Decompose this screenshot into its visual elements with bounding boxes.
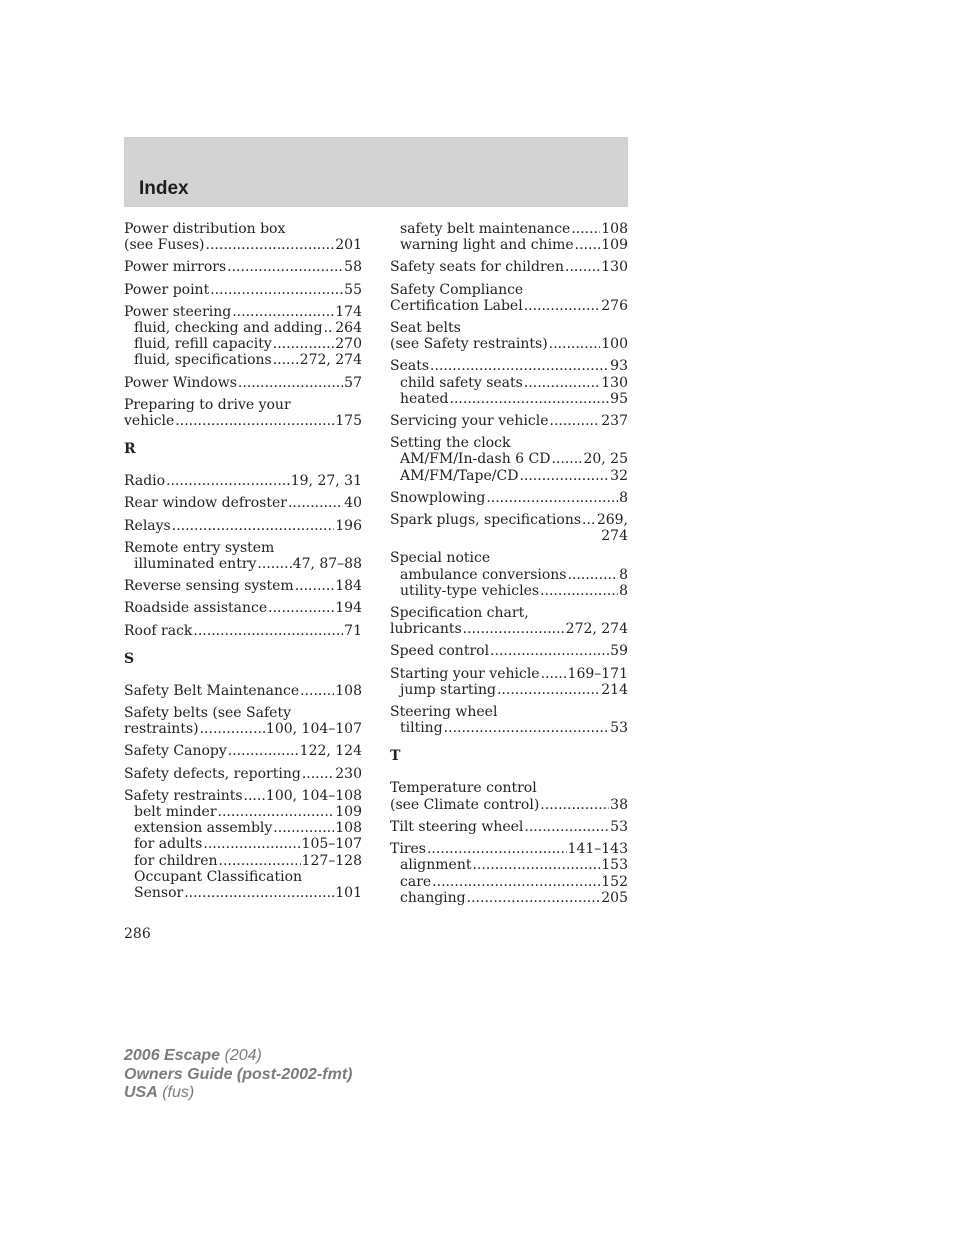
dot-leader (228, 743, 299, 759)
index-line (390, 435, 628, 451)
dot-leader (582, 512, 596, 528)
page-ref: 100 (601, 336, 628, 353)
entry-term: AM/FM/In-dash 6 CD (400, 451, 551, 468)
page-ref: 32 (610, 467, 628, 484)
entry-term: (see Climate control) (390, 796, 540, 813)
page-ref: 237 (601, 413, 628, 430)
page-ref: 93 (610, 358, 628, 375)
index-line (124, 375, 362, 391)
index-line (124, 540, 362, 556)
section-letter: T (390, 748, 401, 765)
dot-leader (524, 819, 609, 835)
entry-term: jump starting (400, 681, 496, 698)
page-ref: 272, 274 (299, 352, 362, 369)
index-entry (390, 435, 628, 484)
page-ref: 53 (610, 720, 628, 737)
index-line (390, 413, 628, 429)
entry-term: Safety restraints (124, 787, 243, 804)
dot-leader (268, 600, 334, 616)
index-entry (390, 819, 628, 835)
page-ref: 274 (601, 528, 628, 545)
entry-term: Tires (390, 841, 426, 858)
entry-term: lubricants (390, 621, 462, 638)
entry-term: fluid, refill capacity (134, 336, 272, 353)
index-entry (124, 683, 362, 699)
footer-model-code: (204) (220, 1047, 262, 1064)
index-column-right (390, 221, 628, 912)
dot-leader (549, 336, 601, 352)
index-line (124, 600, 362, 616)
index-entry (124, 221, 362, 253)
page-ref: 214 (601, 681, 628, 698)
index-line (124, 721, 362, 737)
index-subentry (390, 567, 628, 583)
index-entry (390, 221, 628, 253)
footer-guide: Owners Guide (post-2002-fmt) (124, 1065, 353, 1083)
dot-leader (300, 683, 334, 699)
page-ref: 95 (610, 390, 628, 407)
index-line (390, 259, 628, 275)
dot-leader (227, 259, 343, 275)
page-ref: 269, (596, 512, 628, 529)
dot-leader (210, 282, 343, 298)
dot-leader (218, 804, 335, 820)
index-line (124, 237, 362, 253)
index-entry (124, 766, 362, 782)
entry-term: for children (134, 852, 218, 869)
footer (124, 1047, 352, 1103)
dot-leader (540, 583, 618, 599)
index-line (390, 704, 628, 720)
dot-leader (519, 468, 609, 484)
page-ref: 109 (601, 237, 628, 254)
index-entry (124, 540, 362, 572)
entry-term: Power point (124, 281, 210, 298)
page-ref: 169–171 (567, 665, 628, 682)
index-line (124, 282, 362, 298)
page-ref: 47, 87–88 (292, 556, 362, 573)
footer-region-code: (fus) (157, 1084, 195, 1101)
page-ref: 270 (335, 336, 362, 353)
page-ref: 194 (335, 600, 362, 617)
entry-term: Power steering (124, 303, 232, 320)
index-line (124, 705, 362, 721)
dot-leader (203, 836, 300, 852)
index-line (124, 495, 362, 511)
index-subentry (390, 890, 628, 906)
entry-term: child safety seats (400, 374, 523, 391)
entry-term: Specification chart, (390, 605, 529, 622)
dot-leader (463, 621, 565, 637)
page-ref: 153 (601, 857, 628, 874)
dot-leader (184, 885, 334, 901)
page-ref: 108 (335, 682, 362, 699)
index-line (124, 518, 362, 534)
dot-leader (490, 643, 609, 659)
index-entry (124, 495, 362, 511)
entry-term: Special notice (390, 550, 491, 567)
entry-term: (see Safety restraints) (390, 336, 548, 353)
index-subentry (124, 336, 362, 352)
page-ref: 58 (344, 259, 362, 276)
dot-leader (467, 890, 601, 906)
index-line (124, 473, 362, 489)
dot-leader (551, 451, 582, 467)
index-entry (124, 304, 362, 369)
dot-leader (575, 237, 601, 253)
dot-leader (444, 720, 610, 736)
entry-term: care (400, 873, 432, 890)
index-line (124, 743, 362, 759)
index-entry (390, 550, 628, 599)
entry-term: Radio (124, 473, 166, 490)
entry-term: Preparing to drive your (124, 396, 291, 413)
index-entry (390, 704, 628, 736)
index-subentry (124, 885, 362, 901)
entry-term: Safety seats for children (390, 259, 564, 276)
page-ref: 175 (335, 413, 362, 430)
entry-term: Safety Canopy (124, 743, 227, 760)
index-entry (124, 600, 362, 616)
dot-leader (524, 375, 600, 391)
page-ref: 127–128 (301, 852, 362, 869)
index-line (390, 797, 628, 813)
index-line (390, 336, 628, 352)
index-entry (390, 413, 628, 429)
entry-term: Safety belts (see Safety (124, 705, 291, 722)
entry-term: belt minder (134, 804, 217, 821)
dot-leader (244, 788, 265, 804)
page-ref: 8 (619, 566, 628, 583)
index-line (390, 780, 628, 796)
page-ref: 230 (335, 765, 362, 782)
index-entry (124, 705, 362, 737)
entry-term: Power Windows (124, 374, 237, 391)
entry-term: Speed control (390, 643, 490, 660)
dot-leader (324, 320, 335, 336)
page-ref: 201 (335, 237, 362, 254)
entry-term: Certification Label (390, 297, 523, 314)
index-line (390, 666, 628, 682)
index-entry (124, 282, 362, 298)
index-line-continued (390, 528, 628, 544)
index-entry (124, 518, 362, 534)
entry-term: Roadside assistance (124, 600, 268, 617)
index-entry (124, 259, 362, 275)
index-entry (390, 358, 628, 407)
page-ref: 71 (344, 622, 362, 639)
entry-term: Snowplowing (390, 489, 486, 506)
entry-term: Remote entry system (124, 539, 275, 556)
index-entry (390, 320, 628, 352)
entry-term: ambulance conversions (400, 566, 567, 583)
dot-leader (200, 721, 265, 737)
page-ref: 19, 27, 31 (290, 473, 362, 490)
index-subentry (124, 320, 362, 336)
header-band (124, 137, 628, 207)
entry-term: fluid, specifications (134, 352, 272, 369)
index-line (390, 643, 628, 659)
page-ref: 38 (610, 796, 628, 813)
footer-model: 2006 Escape (124, 1047, 221, 1064)
entry-term: extension assembly (134, 820, 273, 837)
index-subentry (124, 836, 362, 852)
index-line (124, 788, 362, 804)
dot-leader (166, 473, 290, 489)
page-ref: 272, 274 (565, 621, 628, 638)
entry-term: Power mirrors (124, 259, 227, 276)
entry-term: Power distribution box (124, 221, 286, 237)
dot-leader (486, 490, 618, 506)
page-ref: 152 (601, 873, 628, 890)
dot-leader (257, 556, 291, 572)
footer-line-2 (124, 1066, 352, 1085)
footer-line-3 (124, 1084, 352, 1103)
dot-leader (232, 304, 334, 320)
index-subentry (124, 804, 362, 820)
index-line (390, 605, 628, 621)
dot-leader (541, 666, 567, 682)
index-line (390, 320, 628, 336)
page-ref: 20, 25 (583, 451, 628, 468)
index-line (124, 683, 362, 699)
entry-term: warning light and chime (400, 237, 574, 254)
index-entry (124, 375, 362, 391)
entry-term: Safety defects, reporting (124, 765, 301, 782)
entry-term: Spark plugs, specifications (390, 512, 582, 529)
index-subentry (390, 221, 628, 237)
dot-leader (565, 259, 600, 275)
index-line (124, 259, 362, 275)
page-ref: 174 (335, 303, 362, 320)
index-line (124, 413, 362, 429)
index-subentry (124, 869, 362, 885)
dot-leader (497, 682, 600, 698)
entry-term: for adults (134, 836, 203, 853)
page-ref: 130 (601, 374, 628, 391)
entry-term: safety belt maintenance (400, 221, 571, 237)
index-entry (390, 490, 628, 506)
dot-leader (273, 352, 299, 368)
index-line (124, 397, 362, 413)
page-ref: 59 (610, 643, 628, 660)
index-subentry (390, 874, 628, 890)
index-entry (124, 623, 362, 639)
entry-term: utility-type vehicles (400, 582, 540, 599)
page-ref: 141–143 (567, 841, 628, 858)
section-letter: S (124, 650, 135, 667)
page-ref: 196 (335, 517, 362, 534)
index-subentry (390, 583, 628, 599)
index-entry (390, 780, 628, 812)
entry-term: Safety Belt Maintenance (124, 682, 300, 699)
dot-leader (427, 841, 567, 857)
dot-leader (302, 766, 334, 782)
dot-leader (175, 413, 334, 429)
entry-term: Seats (390, 358, 430, 375)
index-line (390, 490, 628, 506)
index-subentry (390, 468, 628, 484)
index-line (390, 819, 628, 835)
footer-region: USA (124, 1084, 158, 1101)
page-ref: 108 (601, 221, 628, 237)
index-entry (124, 473, 362, 489)
index-line (390, 621, 628, 637)
page-ref: 264 (335, 320, 362, 337)
dot-leader (295, 578, 335, 594)
entry-term: Steering wheel (390, 704, 498, 721)
entry-term: Occupant Classification (134, 868, 303, 885)
page-ref: 276 (601, 297, 628, 314)
index-entry (124, 578, 362, 594)
index-entry (390, 259, 628, 275)
page-ref: 130 (601, 259, 628, 276)
entry-term: Safety Compliance (390, 281, 524, 298)
index-entry (390, 605, 628, 637)
index-subentry (124, 820, 362, 836)
index-subentry (390, 375, 628, 391)
entry-term: Setting the clock (390, 435, 511, 452)
index-subentry (390, 237, 628, 253)
entry-term: fluid, checking and adding (134, 320, 323, 337)
dot-leader (540, 797, 609, 813)
dot-leader (273, 820, 334, 836)
page-ref: 122, 124 (299, 743, 362, 760)
entry-term: Reverse sensing system (124, 578, 294, 595)
index-line (390, 512, 628, 528)
entry-term: vehicle (124, 413, 175, 430)
index-line (390, 298, 628, 314)
footer-line-1 (124, 1047, 352, 1066)
entry-term: Tilt steering wheel (390, 818, 524, 835)
dot-leader (430, 358, 609, 374)
index-subentry (390, 682, 628, 698)
page-ref: 53 (610, 818, 628, 835)
index-subentry (390, 720, 628, 736)
entry-term: illuminated entry (134, 556, 257, 573)
page-ref: 8 (619, 489, 628, 506)
index-entry (124, 788, 362, 901)
dot-leader (238, 375, 343, 391)
page-ref: 108 (335, 820, 362, 837)
index-line (124, 304, 362, 320)
entry-term: restraints) (124, 721, 199, 738)
index-line (390, 550, 628, 566)
dot-leader (206, 237, 335, 253)
entry-term: Seat belts (390, 320, 461, 337)
entry-term: changing (400, 889, 466, 906)
index-subentry (124, 352, 362, 368)
index-line (124, 578, 362, 594)
entry-term: AM/FM/Tape/CD (400, 467, 519, 484)
page-ref: 109 (335, 804, 362, 821)
index-entry (124, 397, 362, 429)
index-column-left (124, 221, 362, 907)
index-entry (390, 666, 628, 698)
page-title: Index (139, 178, 189, 199)
entry-term: (see Fuses) (124, 237, 205, 254)
dot-leader (567, 567, 618, 583)
dot-leader (273, 336, 335, 352)
dot-leader (432, 874, 600, 890)
dot-leader (524, 298, 601, 314)
entry-term: heated (400, 390, 449, 407)
index-entry (390, 643, 628, 659)
dot-leader (450, 391, 610, 407)
index-subentry (390, 451, 628, 467)
dot-leader (472, 857, 600, 873)
page-ref: 55 (344, 281, 362, 298)
index-line (390, 282, 628, 298)
entry-term: Temperature control (390, 780, 537, 797)
dot-leader (219, 853, 301, 869)
index-line (124, 766, 362, 782)
entry-term: Starting your vehicle (390, 665, 540, 682)
entry-term: Sensor (134, 885, 184, 902)
page-ref: 8 (619, 582, 628, 599)
index-subentry (390, 857, 628, 873)
page-ref: 100, 104–108 (265, 787, 362, 804)
index-subentry (390, 391, 628, 407)
index-entry (390, 841, 628, 906)
index-subentry (124, 853, 362, 869)
page-ref: 57 (344, 374, 362, 391)
dot-leader (193, 623, 343, 639)
index-line (124, 623, 362, 639)
index-line (124, 221, 362, 237)
page-ref: 105–107 (301, 836, 362, 853)
page-ref: 100, 104–107 (265, 721, 362, 738)
entry-term: Roof rack (124, 622, 193, 639)
entry-term: Rear window defroster (124, 495, 287, 512)
dot-leader (288, 495, 343, 511)
dot-leader (550, 413, 601, 429)
index-entry (390, 512, 628, 544)
entry-term: tilting (400, 720, 443, 737)
index-subentry (124, 556, 362, 572)
page-number: 286 (124, 926, 151, 942)
section-letter: R (124, 441, 136, 458)
page-ref: 40 (344, 495, 362, 512)
entry-term: alignment (400, 857, 472, 874)
entry-term: Relays (124, 517, 171, 534)
index-entry (124, 743, 362, 759)
page-ref: 205 (601, 889, 628, 906)
index-line (390, 841, 628, 857)
index-entry (390, 282, 628, 314)
entry-term: Servicing your vehicle (390, 413, 549, 430)
page-ref: 184 (335, 578, 362, 595)
page-ref: 101 (335, 885, 362, 902)
dot-leader (571, 221, 600, 237)
index-line (390, 358, 628, 374)
dot-leader (172, 518, 335, 534)
